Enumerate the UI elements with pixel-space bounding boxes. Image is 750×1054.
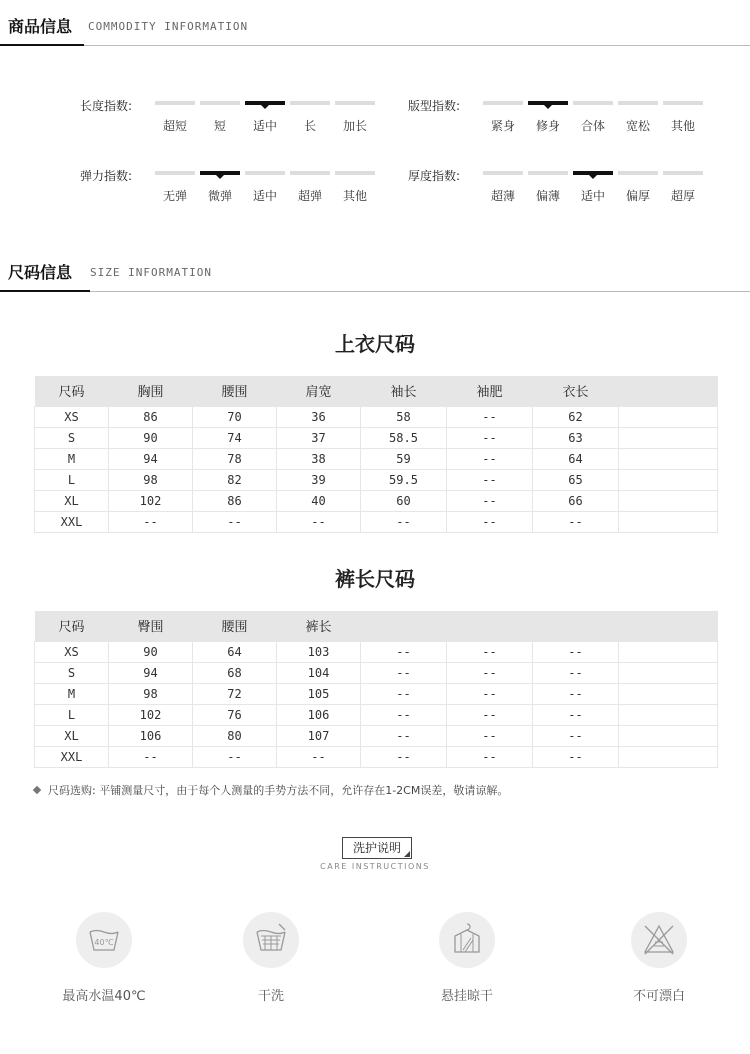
index-option xyxy=(618,101,658,134)
table-cell: -- xyxy=(361,641,447,662)
index-option xyxy=(663,171,703,204)
table-cell: 106 xyxy=(277,704,361,725)
table-cell: -- xyxy=(447,641,533,662)
table-row xyxy=(35,427,718,448)
table-cell: 98 xyxy=(109,469,193,490)
table-cell: -- xyxy=(193,746,277,767)
column-header xyxy=(447,611,533,641)
index-option-label: 加长 xyxy=(342,119,367,133)
column-header xyxy=(619,376,718,406)
table-cell: 70 xyxy=(193,406,277,427)
table-cell: -- xyxy=(447,490,533,511)
table-cell: 63 xyxy=(533,427,619,448)
header-divider xyxy=(0,45,750,46)
index-bar xyxy=(618,171,658,175)
header-divider xyxy=(0,291,750,292)
table-row xyxy=(35,683,718,704)
commodity-title-en: COMMODITY INFORMATION xyxy=(88,20,249,33)
table-cell: XXL xyxy=(35,746,109,767)
table-cell: 39 xyxy=(277,469,361,490)
commodity-title: 商品信息 xyxy=(8,17,73,36)
table-cell: -- xyxy=(447,469,533,490)
table-cell xyxy=(619,490,718,511)
table-cell: 82 xyxy=(193,469,277,490)
table-cell: -- xyxy=(277,746,361,767)
table-cell: XS xyxy=(35,641,109,662)
index-option-label: 超厚 xyxy=(670,189,695,203)
index-option xyxy=(618,171,658,204)
table-cell: -- xyxy=(277,511,361,532)
table-cell: 38 xyxy=(277,448,361,469)
index-option-selected xyxy=(573,171,613,204)
column-header: 袖肥 xyxy=(447,376,533,406)
index-option-label: 偏薄 xyxy=(535,189,560,203)
table-cell: 105 xyxy=(277,683,361,704)
table-cell xyxy=(619,704,718,725)
table-cell: 80 xyxy=(193,725,277,746)
table-cell xyxy=(619,746,718,767)
care-item-wash xyxy=(44,912,164,1004)
table-cell: -- xyxy=(447,704,533,725)
column-header: 袖长 xyxy=(361,376,447,406)
top-size-title: 上衣尺码 xyxy=(335,332,415,356)
table-cell: 59 xyxy=(361,448,447,469)
index-option-label: 其他 xyxy=(342,189,367,203)
index-option-label: 适中 xyxy=(252,119,277,133)
index-option-label: 适中 xyxy=(580,189,605,203)
table-cell xyxy=(619,511,718,532)
index-bar xyxy=(573,171,613,175)
column-header: 尺码 xyxy=(35,611,109,641)
table-row xyxy=(35,704,718,725)
index-option xyxy=(573,101,613,134)
table-cell: 94 xyxy=(109,448,193,469)
table-cell: -- xyxy=(533,683,619,704)
table-cell: 78 xyxy=(193,448,277,469)
table-row xyxy=(35,406,718,427)
index-label: 弹力指数: xyxy=(80,169,133,183)
column-header: 臀围 xyxy=(109,611,193,641)
table-cell: -- xyxy=(447,683,533,704)
table-cell: M xyxy=(35,448,109,469)
index-option xyxy=(483,101,523,134)
table-cell: -- xyxy=(447,406,533,427)
index-option-label: 合体 xyxy=(580,119,605,133)
table-cell: -- xyxy=(533,746,619,767)
column-header xyxy=(533,611,619,641)
table-cell: S xyxy=(35,662,109,683)
table-cell: 106 xyxy=(109,725,193,746)
column-header: 胸围 xyxy=(109,376,193,406)
index-option-label: 其他 xyxy=(670,119,695,133)
table-row xyxy=(35,511,718,532)
table-cell: -- xyxy=(361,511,447,532)
size-info-header xyxy=(0,246,750,292)
index-bar xyxy=(483,171,523,175)
table-cell: -- xyxy=(361,746,447,767)
table-cell: 59.5 xyxy=(361,469,447,490)
table-cell: -- xyxy=(361,683,447,704)
table-cell: 58.5 xyxy=(361,427,447,448)
index-option xyxy=(483,171,523,204)
table-cell: 62 xyxy=(533,406,619,427)
table-cell xyxy=(619,469,718,490)
table-cell xyxy=(619,683,718,704)
table-cell: 36 xyxy=(277,406,361,427)
table-cell: -- xyxy=(533,725,619,746)
pants-size-table xyxy=(34,611,718,768)
column-header: 衣长 xyxy=(533,376,619,406)
table-cell: 64 xyxy=(533,448,619,469)
wash-40c-icon xyxy=(84,920,124,960)
table-cell: -- xyxy=(109,746,193,767)
table-cell: -- xyxy=(447,746,533,767)
table-cell xyxy=(619,448,718,469)
table-cell: 65 xyxy=(533,469,619,490)
column-header: 肩宽 xyxy=(277,376,361,406)
table-cell: -- xyxy=(447,427,533,448)
table-cell: -- xyxy=(533,511,619,532)
index-option-label: 长 xyxy=(303,119,316,133)
table-cell: 58 xyxy=(361,406,447,427)
care-item-dry-clean xyxy=(211,912,331,1004)
index-bar xyxy=(663,171,703,175)
commodity-header xyxy=(0,0,750,46)
index-bar xyxy=(483,101,523,105)
column-header: 腰围 xyxy=(193,376,277,406)
column-header: 裤长 xyxy=(277,611,361,641)
size-note-text: 尺码选购: 平铺测量尺寸，由于每个人测量的手势方法不同，允许存在1-2CM误差，敬请谅解。 xyxy=(48,784,509,797)
table-cell: M xyxy=(35,683,109,704)
corner-triangle-icon xyxy=(404,851,410,857)
column-header: 腰围 xyxy=(193,611,277,641)
index-bar xyxy=(663,101,703,105)
care-title-en: CARE INSTRUCTIONS xyxy=(320,862,430,871)
care-title: 洗护说明 xyxy=(352,841,401,855)
column-header xyxy=(361,611,447,641)
care-label-dry-clean: 干洗 xyxy=(257,989,284,1004)
table-cell: 94 xyxy=(109,662,193,683)
column-header xyxy=(619,611,718,641)
table-cell: 86 xyxy=(109,406,193,427)
index-scale xyxy=(483,171,708,204)
index-row xyxy=(0,171,750,211)
index-option-label: 超薄 xyxy=(490,189,515,203)
table-row xyxy=(35,469,718,490)
hang-dry-icon xyxy=(447,920,487,960)
index-label: 长度指数: xyxy=(80,99,133,113)
table-cell xyxy=(619,406,718,427)
table-cell: S xyxy=(35,427,109,448)
wash-temp-text: 40℃ xyxy=(94,938,114,947)
table-row xyxy=(35,490,718,511)
table-cell: -- xyxy=(193,511,277,532)
table-cell: 40 xyxy=(277,490,361,511)
index-option-label: 修身 xyxy=(535,119,560,133)
index-option-label: 宽松 xyxy=(625,119,650,133)
index-option xyxy=(528,171,568,204)
table-cell: -- xyxy=(533,641,619,662)
table-cell: XS xyxy=(35,406,109,427)
dry-clean-icon xyxy=(251,920,291,960)
table-cell: 76 xyxy=(193,704,277,725)
index-scale xyxy=(483,101,708,134)
index-option xyxy=(663,101,703,134)
index-label: 厚度指数: xyxy=(408,169,461,183)
table-cell: 74 xyxy=(193,427,277,448)
table-cell: 90 xyxy=(109,427,193,448)
index-option-label: 适中 xyxy=(252,189,277,203)
table-row xyxy=(35,641,718,662)
table-cell: -- xyxy=(361,662,447,683)
table-cell: 102 xyxy=(109,490,193,511)
care-item-hang-dry xyxy=(407,912,527,1004)
table-cell: 86 xyxy=(193,490,277,511)
table-cell: -- xyxy=(361,704,447,725)
index-bar xyxy=(528,101,568,105)
table-cell: XL xyxy=(35,725,109,746)
top-size-table xyxy=(34,376,718,533)
index-option-label: 偏厚 xyxy=(625,189,650,203)
table-cell: 102 xyxy=(109,704,193,725)
table-header-row xyxy=(35,611,718,641)
table-cell: -- xyxy=(447,725,533,746)
table-cell: 104 xyxy=(277,662,361,683)
table-cell: 60 xyxy=(361,490,447,511)
table-cell: -- xyxy=(361,725,447,746)
table-cell: L xyxy=(35,704,109,725)
column-header: 尺码 xyxy=(35,376,109,406)
table-cell: -- xyxy=(109,511,193,532)
table-row xyxy=(35,746,718,767)
table-cell: XL xyxy=(35,490,109,511)
table-cell: -- xyxy=(447,448,533,469)
size-info-title: 尺码信息 xyxy=(8,263,73,282)
table-cell: 98 xyxy=(109,683,193,704)
index-bar xyxy=(618,101,658,105)
table-row xyxy=(35,662,718,683)
header-underline xyxy=(0,44,84,46)
index-option-selected xyxy=(528,101,568,134)
table-row xyxy=(35,448,718,469)
index-bar xyxy=(573,101,613,105)
index-bar xyxy=(528,171,568,175)
care-item-no-bleach xyxy=(599,912,719,1004)
table-cell xyxy=(619,662,718,683)
table-cell: -- xyxy=(533,704,619,725)
index-label: 版型指数: xyxy=(408,99,461,113)
table-cell xyxy=(619,641,718,662)
care-label-wash: 最高水温40℃ xyxy=(62,989,146,1004)
table-cell: 72 xyxy=(193,683,277,704)
header-underline xyxy=(0,290,90,292)
table-row xyxy=(35,725,718,746)
bullet-diamond-icon xyxy=(33,786,41,794)
table-cell xyxy=(619,427,718,448)
pants-size-title: 裤长尺码 xyxy=(335,567,415,591)
care-label-hang-dry: 悬挂晾干 xyxy=(440,989,493,1004)
table-cell: 64 xyxy=(193,641,277,662)
table-cell: 68 xyxy=(193,662,277,683)
index-option-label: 超弹 xyxy=(297,189,322,203)
index-option-label: 无弹 xyxy=(162,189,187,203)
table-cell: 37 xyxy=(277,427,361,448)
index-option-label: 短 xyxy=(213,119,226,133)
index-option-label: 超短 xyxy=(162,119,187,133)
table-cell: -- xyxy=(447,511,533,532)
table-header-row xyxy=(35,376,718,406)
table-cell: 107 xyxy=(277,725,361,746)
care-title-box xyxy=(342,837,412,859)
size-note xyxy=(34,782,508,798)
table-cell: 103 xyxy=(277,641,361,662)
table-cell: 90 xyxy=(109,641,193,662)
index-option-label: 紧身 xyxy=(490,119,515,133)
table-cell xyxy=(619,725,718,746)
table-cell: L xyxy=(35,469,109,490)
index-row xyxy=(0,101,750,141)
table-cell: 66 xyxy=(533,490,619,511)
index-option-label: 微弹 xyxy=(207,189,232,203)
care-label-no-bleach: 不可漂白 xyxy=(632,989,685,1004)
no-bleach-icon xyxy=(639,920,679,960)
table-cell: -- xyxy=(533,662,619,683)
table-cell: -- xyxy=(447,662,533,683)
table-cell: XXL xyxy=(35,511,109,532)
size-info-title-en: SIZE INFORMATION xyxy=(90,266,212,279)
